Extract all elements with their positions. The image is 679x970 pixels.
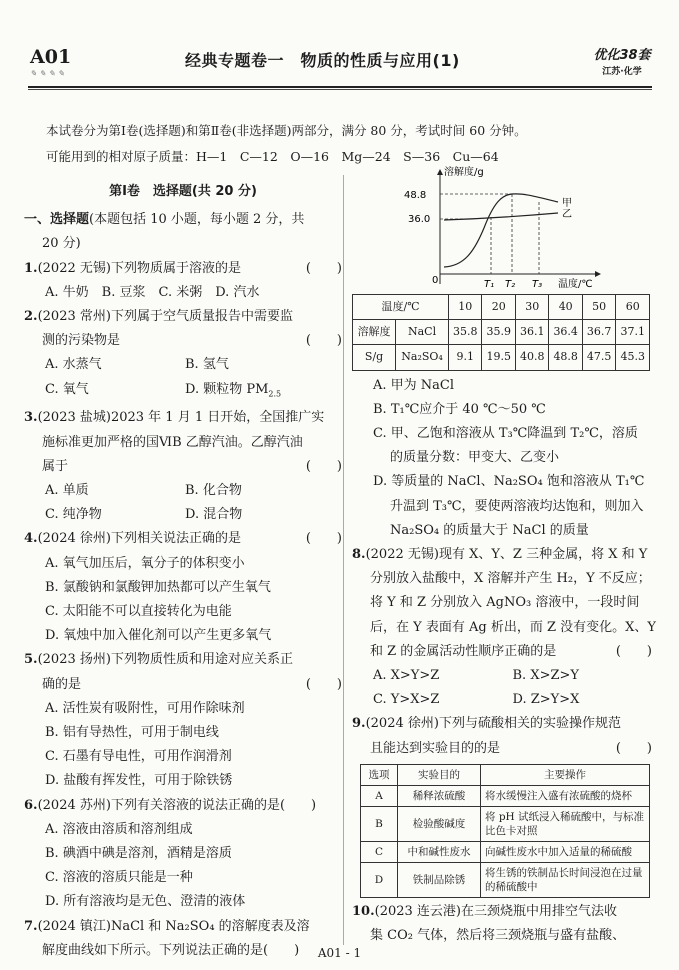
- x-tick-t1: T₁: [484, 279, 495, 290]
- q3-stem-2: 施标准更加严格的国ⅥB 乙醇汽油。乙醇汽油: [42, 434, 303, 450]
- goal-cell: 中和碱性废水: [398, 841, 481, 862]
- table-row: [361, 785, 650, 806]
- q10-stem-2: 集 CO₂ 气体，然后将三颈烧瓶与盛有盐酸、: [370, 928, 626, 944]
- question-4: [24, 527, 342, 648]
- q4-option-d: D. 氧烛中加入催化剂可以产生更多氧气: [45, 628, 272, 644]
- q2-option-b: B. 氢气: [185, 357, 229, 373]
- option-cell: C: [361, 841, 398, 862]
- x-tick-t2: T₂: [505, 279, 516, 290]
- q5-option-c: C. 石墨有导电性，可用作润滑剂: [45, 749, 232, 765]
- q9-number: 9.: [352, 716, 366, 732]
- q1-answer-blank[interactable]: ( ): [305, 260, 342, 276]
- temp-cell: 30: [515, 295, 548, 320]
- option-cell: A: [361, 785, 398, 806]
- section-heading: [24, 208, 342, 232]
- q3-stem: (2023 盐城)2023 年 1 月 1 日开始，全国推广实: [37, 410, 325, 426]
- logo-line1: 优化38套: [593, 48, 651, 63]
- q9-stem-2: 且能达到实验目的的是: [370, 740, 501, 756]
- q8-option-d: D. Z>Y>X: [512, 692, 580, 708]
- q7-option-c-1: C. 甲、乙饱和溶液从 T₃℃降温到 T₂℃，溶质: [373, 426, 638, 442]
- table-row: [353, 295, 650, 320]
- q3-number: 3.: [24, 410, 38, 426]
- table-row: [353, 320, 650, 345]
- part1-heading: 第Ⅰ卷 选择题(共 20 分): [109, 184, 257, 199]
- question-6: [24, 794, 342, 915]
- temp-cell: 10: [449, 295, 482, 320]
- solubility-table: [352, 294, 650, 371]
- paper-code: A01: [30, 46, 72, 68]
- question-2: [24, 305, 342, 406]
- q6-number: 6.: [24, 797, 38, 813]
- table-row: [361, 764, 650, 785]
- q6-option-a: A. 溶液由溶质和溶剂组成: [45, 821, 193, 837]
- question-1: [24, 257, 342, 305]
- q3-option-d: D. 混合物: [185, 507, 243, 523]
- q5-option-a: A. 活性炭有吸附性，可用作除味剂: [45, 700, 245, 716]
- paper-title: 经典专题卷一 物质的性质与应用(1): [185, 51, 460, 70]
- q8-stem-4: 后，在 Y 表面有 Ag 析出，而 Z 没有变化。X、Y: [370, 619, 656, 635]
- q8-stem-2: 分别放入盐酸中，X 溶解并产生 H₂，Y 不反应；: [370, 571, 651, 587]
- value-cell: 48.8: [549, 345, 582, 370]
- q8-option-a: A. X>Y>Z: [373, 668, 440, 684]
- q10-stem-1: (2023 连云港)在三颈烧瓶中用排空气法收: [374, 903, 617, 919]
- series-yi-curve: [444, 213, 558, 220]
- col-header-goal: 实验目的: [398, 764, 481, 785]
- section-label: 一、选择题: [24, 212, 90, 228]
- table-row: [361, 862, 650, 897]
- q7-option-d-3: Na₂SO₄ 的质量大于 NaCl 的质量: [390, 522, 589, 538]
- table-row: [361, 841, 650, 862]
- q1-number: 1.: [24, 260, 38, 276]
- q1-options: A. 牛奶 B. 豆浆 C. 米粥 D. 汽水: [45, 284, 260, 300]
- question-3: [24, 406, 342, 527]
- q2-option-c: C. 氧气: [45, 381, 89, 397]
- goal-cell: 检验酸碱度: [398, 806, 481, 841]
- question-10: [352, 900, 652, 948]
- q3-option-a: A. 单质: [45, 483, 89, 499]
- y-axis-label: 溶解度/g: [444, 167, 484, 178]
- q7-option-b: B. T₁℃应介于 40 ℃～50 ℃: [373, 401, 546, 417]
- q5-number: 5.: [24, 652, 38, 668]
- operation-cell: 将 pH 试纸浸入稀硫酸中，与标准比色卡对照: [481, 806, 650, 841]
- q8-number: 8.: [352, 547, 366, 563]
- solubility-curve-chart: [352, 162, 652, 292]
- value-cell: 19.5: [482, 345, 515, 370]
- left-column: [24, 180, 342, 963]
- row-label-s-g: S/g: [353, 345, 396, 370]
- series-jia-label: 甲: [562, 198, 572, 209]
- temp-header: 温度/℃: [353, 295, 449, 320]
- question-8: [352, 543, 656, 712]
- value-cell: 45.3: [616, 345, 650, 370]
- q8-answer-blank[interactable]: ( ): [615, 643, 652, 659]
- q3-answer-blank[interactable]: ( ): [305, 458, 342, 474]
- goal-cell: 稀释浓硫酸: [398, 785, 481, 806]
- q2-stem: (2023 常州)下列属于空气质量报告中需要监: [37, 309, 293, 325]
- q2-option-d: [185, 378, 325, 407]
- value-cell: 9.1: [449, 345, 482, 370]
- x-axis-label: 温度/℃: [558, 279, 593, 290]
- q1-stem: (2022 无锡)下列物质属于溶液的是: [37, 260, 241, 276]
- operation-cell: 向碱性废水中加入适量的稀硫酸: [481, 841, 650, 862]
- value-cell: 36.1: [515, 320, 548, 345]
- col-header-operation: 主要操作: [481, 764, 650, 785]
- q6-option-b: B. 碘酒中碘是溶剂，酒精是溶质: [45, 846, 232, 862]
- series-jia-curve: [444, 194, 558, 267]
- header-rule-thin: [28, 89, 652, 90]
- table-row: [361, 806, 650, 841]
- q8-stem-1: (2022 无锡)现有 X、Y、Z 三种金属，将 X 和 Y: [365, 547, 648, 563]
- operation-cell: 将水缓慢注入盛有浓硫酸的烧杯: [481, 785, 650, 806]
- value-cell: 35.9: [482, 320, 515, 345]
- q4-stem: (2024 徐州)下列相关说法正确的是: [37, 531, 241, 547]
- q6-stem: (2024 苏州)下列有关溶液的说法正确的是( ): [37, 797, 317, 813]
- series-logo: [592, 44, 652, 82]
- q8-stem-3: 将 Y 和 Z 分别放入 AgNO₃ 溶液中，一段时间: [370, 595, 640, 611]
- operation-cell: 将生锈的铁制品长时间浸泡在过量的稀硫酸中: [481, 862, 650, 897]
- q2-number: 2.: [24, 309, 38, 325]
- paper-code-handwriting: ✎ ✎ ✎ ✎: [30, 69, 65, 78]
- q8-stem-5: 和 Z 的金属活动性顺序正确的是: [370, 643, 557, 659]
- section-desc-2: 20 分): [42, 236, 81, 252]
- q2-stem-2: 测的污染物是: [42, 333, 121, 349]
- q2-option-a: A. 水蒸气: [45, 357, 102, 373]
- q8-option-b: B. X>Z>Y: [512, 668, 579, 684]
- q5-stem-2: 确的是: [42, 676, 82, 692]
- header-rule: [28, 86, 652, 88]
- col-header-option: 选项: [361, 764, 398, 785]
- column-divider: [343, 175, 344, 945]
- x-tick-t3: T₃: [532, 279, 543, 290]
- y-tick-36-0: 36.0: [408, 214, 431, 225]
- q9-stem-1: (2024 徐州)下列与硫酸相关的实验操作规范: [365, 716, 621, 732]
- value-cell: 36.7: [582, 320, 615, 345]
- instructions-line1: 本试卷分为第Ⅰ卷(选择题)和第Ⅱ卷(非选择题)两部分，满分 80 分，考试时间 60 分钟。: [46, 123, 527, 138]
- q2-answer-blank[interactable]: ( ): [305, 333, 342, 349]
- temp-cell: 60: [616, 295, 650, 320]
- section-desc: (本题包括 10 小题，每小题 2 分，共: [89, 212, 305, 228]
- q2-option-d-text: D. 颗粒物 PM: [185, 381, 269, 397]
- q6-option-c: C. 溶液的溶质只能是一种: [45, 870, 193, 886]
- q4-option-a: A. 氧气加压后，氧分子的体积变小: [45, 555, 245, 571]
- q4-option-c: C. 太阳能不可以直接转化为电能: [45, 604, 232, 620]
- q5-option-b: B. 铝有导热性，可用于制电线: [45, 725, 219, 741]
- q3-option-b: B. 化合物: [185, 483, 242, 499]
- q7-option-d-1: D. 等质量的 NaCl、Na₂SO₄ 饱和溶液从 T₁℃: [373, 474, 645, 490]
- question-5: [24, 648, 342, 793]
- q5-stem: (2023 扬州)下列物质性质和用途对应关系正: [37, 652, 293, 668]
- page-number: A01 - 1: [317, 946, 362, 960]
- q7-stem-2: 解度曲线如下所示。下列说法正确的是( ): [42, 942, 300, 958]
- series-yi-label: 乙: [562, 209, 572, 220]
- question-9: [352, 712, 652, 760]
- q7-option-d-2: 升温到 T₃℃，要使两溶液均达饱和，则加入: [390, 498, 644, 514]
- y-tick-48-8: 48.8: [404, 190, 427, 201]
- value-cell: 47.5: [582, 345, 615, 370]
- q3-option-c: C. 纯净物: [45, 507, 102, 523]
- value-cell: 36.4: [549, 320, 582, 345]
- q8-option-c: C. Y>X>Z: [373, 692, 440, 708]
- q3-stem-3: 属于: [42, 458, 69, 474]
- value-cell: 35.8: [449, 320, 482, 345]
- goal-cell: 铁制品除锈: [398, 862, 481, 897]
- temp-cell: 50: [582, 295, 615, 320]
- q9-answer-blank[interactable]: ( ): [615, 740, 652, 756]
- substance-name: Na₂SO₄: [396, 345, 449, 370]
- q5-option-d: D. 盐酸有挥发性，可用于除铁锈: [45, 773, 233, 789]
- option-cell: D: [361, 862, 398, 897]
- temp-cell: 20: [482, 295, 515, 320]
- q2-option-d-sub: 2.5: [268, 389, 282, 399]
- question-7-options: [352, 374, 652, 543]
- option-cell: B: [361, 806, 398, 841]
- q7-option-c-2: 的质量分数：甲变大、乙变小: [390, 450, 560, 466]
- table-row: [353, 345, 650, 370]
- value-cell: 40.8: [515, 345, 548, 370]
- logo-line2: 江苏·化学: [602, 67, 642, 77]
- row-label-solubility: 溶解度: [353, 320, 396, 345]
- substance-name: NaCl: [396, 320, 449, 345]
- q5-answer-blank[interactable]: ( ): [305, 676, 342, 692]
- instructions-line2: 可能用到的相对原子质量：H—1 C—12 O—16 Mg—24 S—36 Cu—64: [46, 149, 499, 164]
- q10-number: 10.: [352, 903, 375, 919]
- q7-number: 7.: [24, 918, 38, 934]
- q4-answer-blank[interactable]: ( ): [305, 531, 342, 547]
- q7-option-a: A. 甲为 NaCl: [373, 377, 455, 393]
- q4-number: 4.: [24, 531, 38, 547]
- origin-label: 0: [432, 275, 439, 286]
- q4-option-b: B. 氯酸钠和氯酸钾加热都可以产生氧气: [45, 579, 271, 595]
- temp-cell: 40: [549, 295, 582, 320]
- value-cell: 37.1: [616, 320, 650, 345]
- q6-option-d: D. 所有溶液均是无色、澄清的液体: [45, 894, 246, 910]
- right-column: [352, 162, 656, 948]
- experiment-table: [360, 764, 650, 898]
- q7-stem: (2024 镇江)NaCl 和 Na₂SO₄ 的溶解度表及溶: [37, 918, 310, 934]
